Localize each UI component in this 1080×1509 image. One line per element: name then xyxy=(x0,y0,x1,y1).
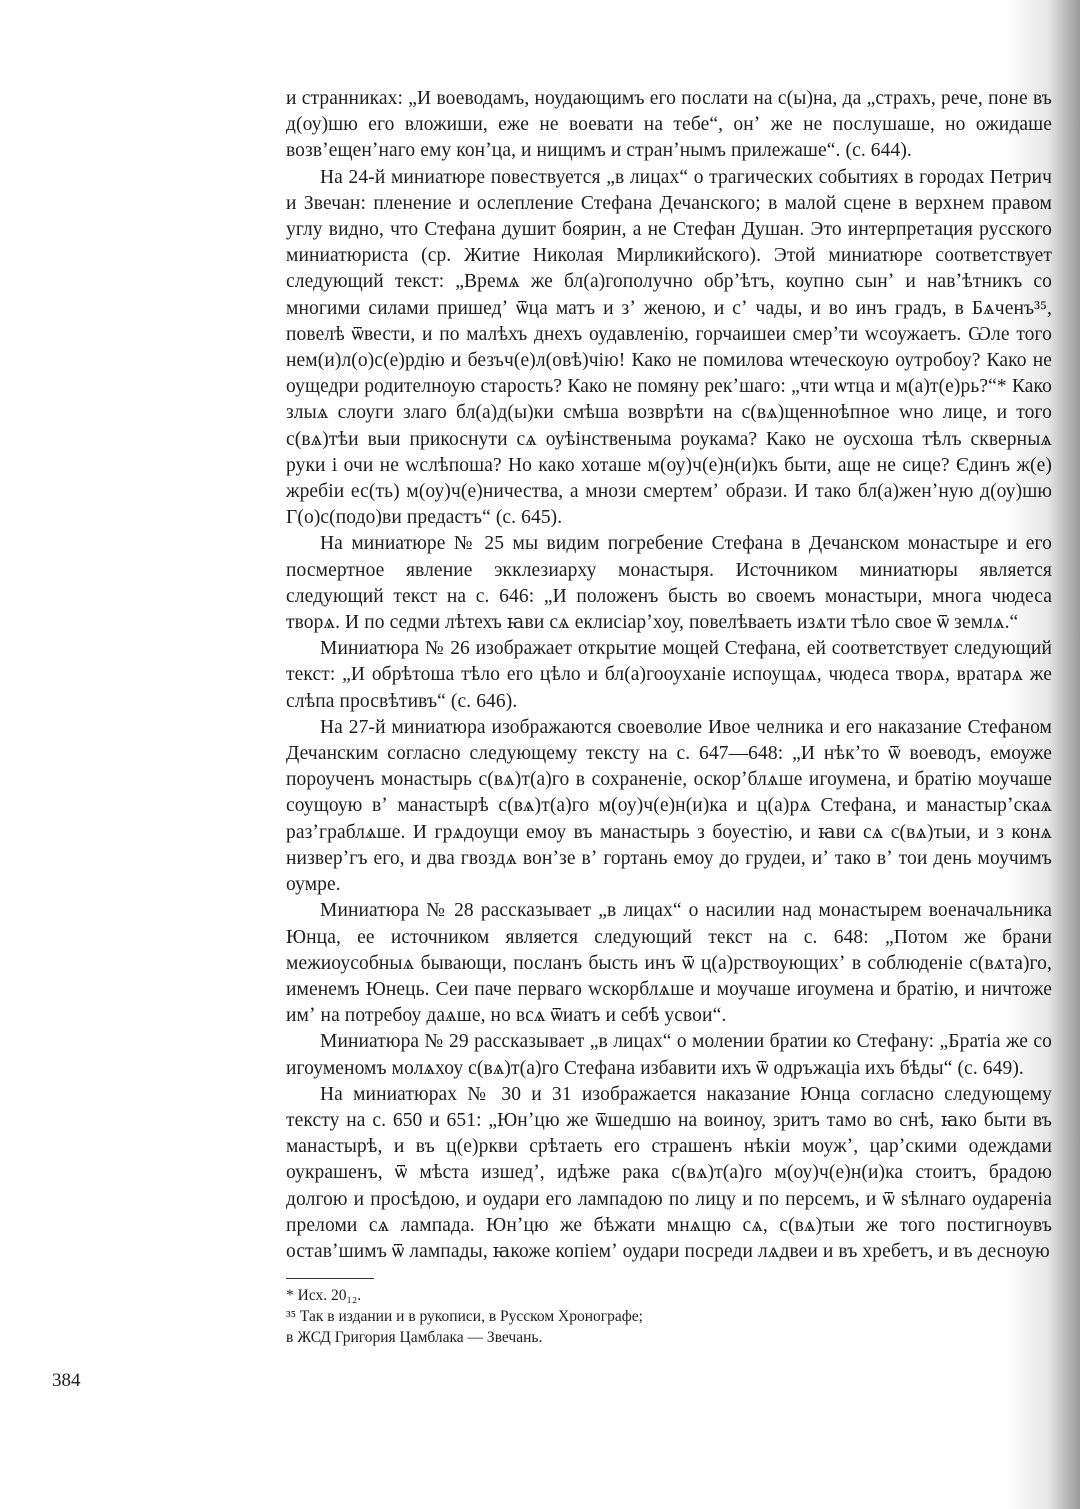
page-number: 384 xyxy=(52,1370,81,1391)
footnotes xyxy=(286,1278,646,1348)
paragraph-4: Миниатюра № 26 изображает открытие мощей Стефана, ей соответствует следующий текст: „И обрѣтоша тѣло его цѣло и бл(а)гооуханіе испоущаѧ, чюдеса творѧ, вратарѧ же слѣпа просвѣтивъ“ (с. 646). xyxy=(286,638,1052,712)
paragraph-2: На 24-й миниатюре повествуется „в лицах“ о трагических событиях в городах Петрич и Звечан: пленение и ослепление Стефана Дечанского; в малой сцене в верхнем правом углу видно, что Стефана душит боярин, а не Стефан Душан. Это интерпретация русского миниатюриста (ср. Житие Николая Мирликийского). Этой миниатюре соответствует следующий текст: „Времѧ же бл(а)гополучно обрʼѣтъ, коупно сынʼ и навʼѣтникъ со многими силами пришедʼ ѿца матъ и зʼ женою, и сʼ чады, и во инъ градъ, в Бѧченъ³⁵, повелѣ ѿвести, и по малѣхъ днехъ оудавленію, горчаишеи смерʼти wсоужаетъ. Ѡле того нем(и)л(о)с(е)рдію и безъч(е)л(овѣ)чію! Како не помилова ѡтеческоую оутробоу? Како не оущедри родителноую старость? Како не помяну рекʼшаго: „чти ѡтца и м(а)т(е)рь?“* Како злыѧ слоуги злаго бл(а)д(ы)ки смѣша возврѣти на с(вѧ)щенноѣпное wно лице, и того с(вѧ)тѣи выи прикоснути сѧ оуѣінственыма роукама? Како не оусхоша тѣлъ скверныѧ руки і очи не wслѣпоша? Но како хоташе м(оу)ч(е)н(и)къ быти, аще не сице? Єдинъ ж(е) жребіи ес(ть) м(оу)ч(е)ничества, а мнози смертемʼ образи. И тако бл(а)женʼную д(оу)шю Г(о)с(подо)ви предастъ“ (с. 645). xyxy=(286,166,1052,529)
main-text xyxy=(286,86,1052,1265)
footnote-2: ³⁵ Так в издании и в рукописи, в Русском Хронографе; в ЖСД Григория Цамблака — Звечань. xyxy=(286,1308,643,1346)
footnote-rule xyxy=(286,1278,374,1279)
paragraph-7: Миниатюра № 29 рассказывает „в лицах“ о молении братии ко Стефану: „Братіа же со игоуменомъ молѧхоу с(вѧ)т(а)го Стефана избавити ихъ ѿ одръжаціа ихъ бѣды“ (с. 649). xyxy=(286,1031,1052,1079)
paragraph-1: и странниках: „И воеводамъ, ноудающимъ его послати на с(ы)на, да „страхъ, рече, поне въ д(оу)шю его вложиши, еже не воевати на тебе“, онʼ же не послушаше, но ожидаше возвʼещенʼнаго ему конʼца, и нищимъ и странʼнымъ прилежаше“. (с. 644). xyxy=(286,88,1052,162)
paragraph-8: На миниатюрах № 30 и 31 изображается наказание Юнца согласно следующему тексту на с. 650 и 651: „Юнʼцю же ѿшедшю на воиноу, зритъ тамо во снѣ, ꙗко быти въ манастырѣ, и въ ц(е)ркви срѣтаеть его страшенъ нѣкіи моужʼ, царʼскими одеждами оукрашенъ, ѿ мѣста изшедʼ, идѣже рака с(вѧ)т(а)го м(оу)ч(е)н(и)ка стоитъ, брадою долгою и просѣдою, и оудари его лампадою по лицу и по персемъ, и ѿ ѕѣлнаго оудареніа преломи сѧ лампада. Юнʼцю же бѣжати мнѧщю сѧ, с(вѧ)тыи же того постигноувъ оставʼшимъ ѿ лампады, ꙗкоже копіемʼ оудари посреди лѧдвеи и въ хребетъ, и въ десноую xyxy=(286,1083,1052,1262)
paragraph-3: На миниатюре № 25 мы видим погребение Стефана в Дечанском монастыре и его посмертное явление экклезиарху монастыря. Источником миниатюры является следующий текст на с. 646: „И положенъ бысть во своемъ монастыри, многа чюдеса творѧ. И по седми лѣтехъ ꙗви сѧ еклисіарʼхоу, повелѣваеть изѧти тѣло свое ѿ землѧ.“ xyxy=(286,533,1052,634)
paragraph-6: Миниатюра № 28 рассказывает „в лицах“ о насилии над монастырем военачальника Юнца, ее источником является следующий текст на с. 648: „Потом же брани межиоусобныѧ бывающи, посланъ бысть инъ ѿ ц(а)рствоующихʼ в соблюденіе с(вѧта)го, именемъ Юнець. Сеи паче перваго wскорблѧше и моучаше игоумена и братію, и ничтоже имʼ на потребоу даѧше, но всѧ ѿиатъ и себѣ усвои“. xyxy=(286,900,1052,1027)
footnote-1: * Исх. 20₁₂. xyxy=(286,1287,362,1304)
paragraph-5: На 27-й миниатюра изображаются своеволие Ивое челника и его наказание Стефаном Дечанским согласно следующему тексту на с. 647—648: „И нѣкʼто ѿ воеводъ, емоуже пороученъ монастырь с(вѧ)т(а)го в сохраненіе, оскорʼблѧше игоумена, и братію моучаше соущоую вʼ манастырѣ с(вѧ)т(а)го м(оу)ч(е)н(и)ка и ц(а)рѧ Стефана, и манастырʼскаѧ разʼграблѧше. И грѧдоущи емоу въ манастырь з боуестію, и ꙗви сѧ с(вѧ)тыи, и з конѧ низверʼгъ его, и два гвоздѧ вонʼзе вʼ гортань емоу до грудеи, иʼ тако вʼ тои день моучимъ оумре. xyxy=(286,716,1052,896)
